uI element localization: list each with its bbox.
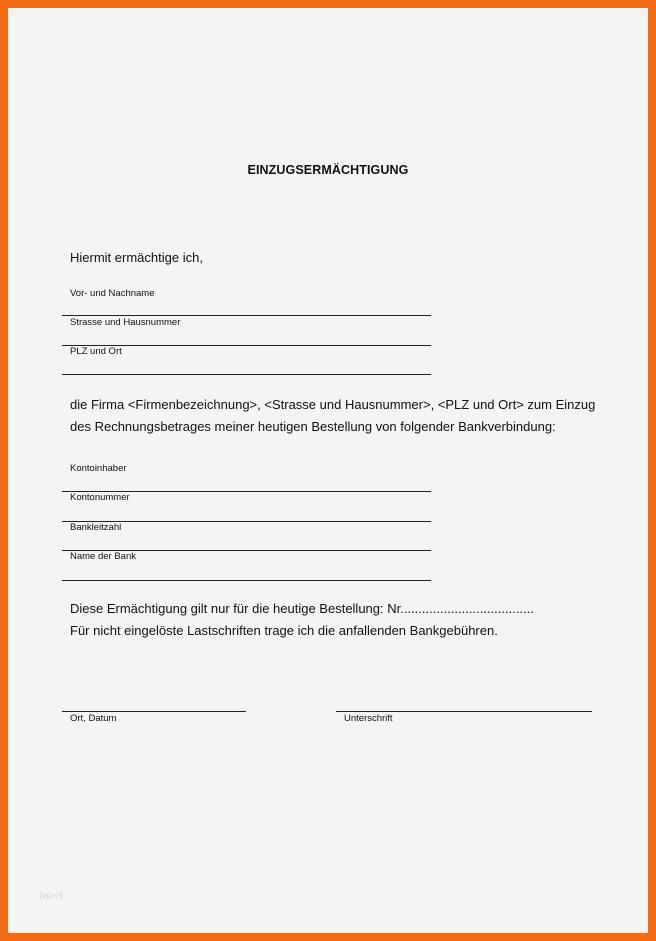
field-label-bank-code: Bankleitzahl xyxy=(70,522,122,533)
field-label-name: Vor- und Nachname xyxy=(70,288,155,299)
field-line-city[interactable] xyxy=(62,374,431,375)
field-label-account-holder: Kontoinhaber xyxy=(70,463,127,474)
document-title: EINZUGSERMÄCHTIGUNG xyxy=(247,163,409,177)
validity-paragraph-line-1: Diese Ermächtigung gilt nur für die heutige Bestellung: Nr..................................... xyxy=(70,601,534,616)
field-label-bank-name: Name der Bank xyxy=(70,551,137,562)
field-label-street: Strasse und Hausnummer xyxy=(70,317,181,328)
field-line-bank-name[interactable] xyxy=(62,580,431,581)
validity-paragraph xyxy=(70,598,534,642)
watermark-text: [vp>>] xyxy=(40,891,63,900)
signature-line[interactable] xyxy=(336,711,592,712)
company-paragraph xyxy=(70,394,595,438)
field-label-account-number: Kontonummer xyxy=(70,492,130,503)
place-date-line[interactable] xyxy=(62,711,246,712)
validity-paragraph-line-2: Für nicht eingelöste Lastschriften trage ich die anfallenden Bankgebühren. xyxy=(70,623,498,638)
company-paragraph-line-2: des Rechnungsbetrages meiner heutigen Bestellung von folgender Bankverbindung: xyxy=(70,419,556,434)
place-date-label: Ort, Datum xyxy=(70,713,117,724)
company-paragraph-line-1: die Firma <Firmenbezeichnung>, <Strasse und Hausnummer>, <PLZ und Ort> zum Einzug xyxy=(70,397,596,412)
intro-text: Hiermit ermächtige ich, xyxy=(70,250,203,265)
field-line-name[interactable] xyxy=(62,315,431,316)
signature-label: Unterschrift xyxy=(344,713,393,724)
field-label-city: PLZ und Ort xyxy=(70,346,122,357)
document-page xyxy=(8,8,648,933)
